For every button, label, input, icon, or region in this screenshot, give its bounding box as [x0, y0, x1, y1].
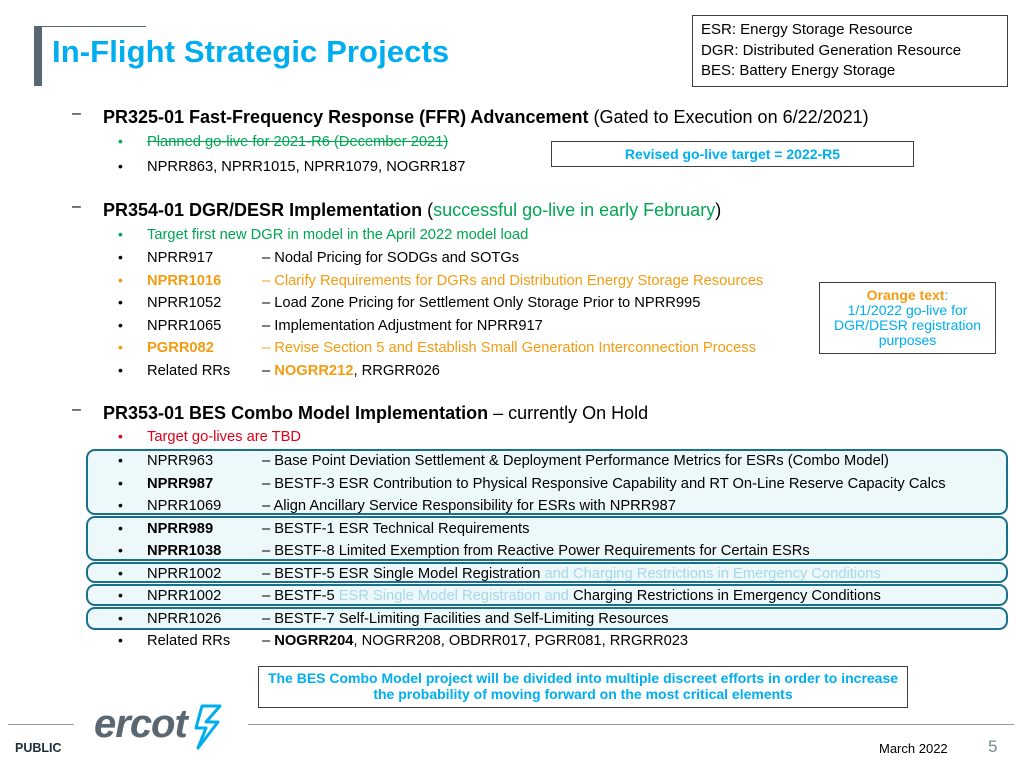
pr354-related-label: Related RRs — [147, 363, 231, 379]
abbr-bes: BES: Battery Energy Storage — [701, 62, 896, 79]
project-divide-callout: The BES Combo Model project will be divided into multiple discreet efforts in order to increase the probability of moving forward on the most critical elements — [258, 666, 908, 708]
ercot-bolt-icon — [192, 704, 224, 750]
revised-golive-callout: Revised go-live target = 2022-R5 — [551, 141, 914, 167]
abbreviation-legend — [692, 15, 1008, 87]
pr325-heading: PR325-01 Fast-Frequency Response (FFR) Advancement (Gated to Execution on 6/22/2021) — [103, 107, 869, 127]
pr353-related-label: Related RRs — [147, 633, 231, 649]
pr353-row-desc: – Base Point Deviation Settlement & Deployment Performance Metrics for ESRs (Combo Model) — [262, 453, 889, 469]
pr353-row-id: NPRR1069 — [147, 498, 222, 514]
pr353-row-id: NPRR1002 — [147, 566, 222, 582]
pr354-row-id: NPRR917 — [147, 250, 214, 266]
pr353-row-id: NPRR1002 — [147, 588, 222, 604]
orange-text-callout: Orange text: 1/1/2022 go-live for DGR/DESR registration purposes — [819, 282, 996, 354]
pr353-row-desc: – BESTF-7 Self-Limiting Facilities and Self-Limiting Resources — [262, 611, 669, 627]
footer-divider-right — [248, 724, 1014, 725]
page-number: 5 — [988, 737, 998, 756]
pr353-row-desc: – Align Ancillary Service Responsibility for ESRs with NPRR987 — [262, 498, 676, 514]
page-title: In-Flight Strategic Projects — [52, 34, 450, 69]
title-top-line — [42, 26, 146, 27]
pr353-row-desc: – BESTF-1 ESR Technical Requirements — [262, 521, 530, 537]
pr353-row-id: NPRR1038 — [147, 543, 222, 559]
pr353-row-desc: – BESTF-5 ESR Single Model Registration and Charging Restrictions in Emergency Conditions — [262, 588, 881, 604]
pr354-row-id: PGRR082 — [147, 340, 214, 356]
pr353-row-desc: – BESTF-3 ESR Contribution to Physical Responsive Capability and RT On-Line Reserve Capacity Calcs — [262, 476, 946, 492]
pr353-related-list: – NOGRR204, NOGRR208, OBDRR017, PGRR081, RRGRR023 — [262, 633, 689, 649]
pr353-row-desc: – BESTF-8 Limited Exemption from Reactive Power Requirements for Certain ESRs — [262, 543, 810, 559]
pr353-row-id: NPRR963 — [147, 453, 214, 469]
footer-date: March 2022 — [879, 741, 948, 756]
pr353-row-id: NPRR989 — [147, 521, 214, 537]
pr354-row-desc: – Clarify Requirements for DGRs and Distribution Energy Storage Resources — [262, 273, 764, 289]
pr354-row-id: NPRR1065 — [147, 318, 222, 334]
pr354-row-desc: – Implementation Adjustment for NPRR917 — [262, 318, 543, 334]
pr354-related-list: – NOGRR212, RRGRR026 — [262, 363, 440, 379]
footer-divider-left — [8, 724, 74, 725]
pr354-row-desc: – Load Zone Pricing for Settlement Only Storage Prior to NPRR995 — [262, 295, 701, 311]
pr354-row-desc: – Revise Section 5 and Establish Small Generation Interconnection Process — [262, 340, 756, 356]
pr354-row-id: NPRR1016 — [147, 273, 222, 289]
pr325-nprr-list: NPRR863, NPRR1015, NPRR1079, NOGRR187 — [147, 159, 466, 175]
title-accent-bar — [34, 26, 42, 86]
abbr-dgr: DGR: Distributed Generation Resource — [701, 41, 962, 59]
pr353-row-id: NPRR987 — [147, 476, 214, 492]
pr353-row-id: NPRR1026 — [147, 611, 222, 627]
footer-classification: PUBLIC — [15, 741, 62, 755]
pr353-target: Target go-lives are TBD — [147, 429, 302, 445]
pr354-row-desc: – Nodal Pricing for SODGs and SOTGs — [262, 250, 520, 266]
abbr-esr: ESR: Energy Storage Resource — [701, 21, 913, 38]
pr354-heading: PR354-01 DGR/DESR Implementation (successful go-live in early February) — [103, 200, 722, 220]
pr325-planned-golive: Planned go-live for 2021-R6 (December 2021) — [147, 134, 449, 150]
pr353-heading: PR353-01 BES Combo Model Implementation – currently On Hold — [103, 403, 649, 423]
pr354-row-id: NPRR1052 — [147, 295, 222, 311]
pr354-target: Target first new DGR in model in the April 2022 model load — [147, 227, 529, 243]
pr353-row-desc: – BESTF-5 ESR Single Model Registration and Charging Restrictions in Emergency Conditions — [262, 566, 881, 582]
